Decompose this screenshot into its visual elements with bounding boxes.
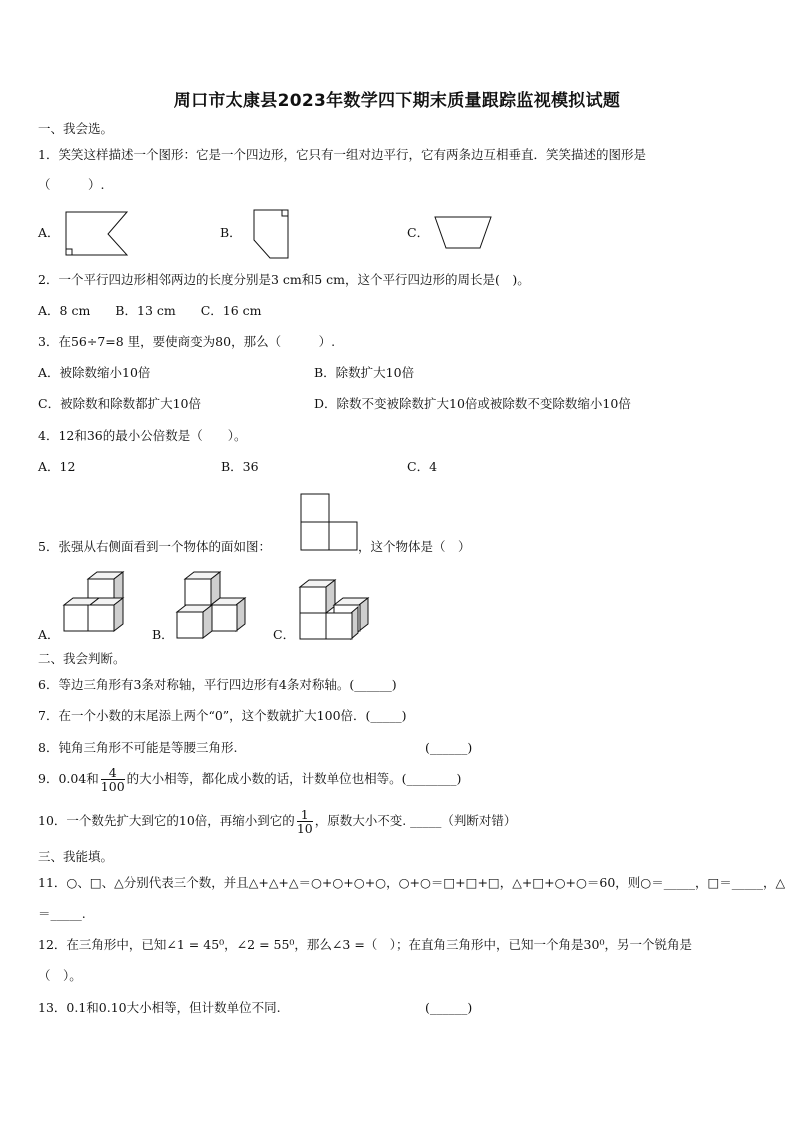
question-10-text-start: 10．一个数先扩大到它的10倍，再缩小到它的 [38,813,295,828]
section-heading-judge: 二、我会判断。 [38,651,126,666]
side-view-figure [300,493,362,551]
question-5-text: 5．张强从右侧面看到一个物体的面如图： [38,539,271,554]
question-3-option-b: B．除数扩大10倍 [314,365,415,380]
option-c-cube-stack-figure [298,578,370,642]
question-8-answer-blank: (______) [425,740,473,755]
question-3-option-c: C．被除数和除数都扩大10倍 [38,396,201,411]
question-10 [38,808,516,835]
question-13-answer-blank: (______) [425,1000,473,1015]
question-8-text: 8．钝角三角形不可能是等腰三角形. [38,740,238,755]
fraction-denominator: 10 [296,821,313,836]
option-a-pentagon-figure [64,210,134,258]
question-4-option-c: C．4 [407,459,438,474]
fraction-numerator: 1 [297,808,313,822]
option-a-cube-stack-figure [62,570,128,642]
question-1-blank: （ ）. [38,177,105,192]
question-11-text: 11．○、□、△分别代表三个数，并且△+△+△＝○+○+○+○，○+○＝□+□+□，△+□+○+○＝60，则○＝_____，□＝_____，△ [38,875,786,890]
option-b-trapezoid-figure [252,208,292,260]
fraction-1-over-10 [297,808,313,835]
fraction-denominator: 100 [100,779,125,794]
question-12-text: 12．在三角形中，已知∠1 = 45⁰，∠2 = 55⁰，那么∠3 =（ ）；在直角三角形中，已知一个角是30⁰，另一个锐角是 [38,937,692,952]
question-4-option-b: B．36 [221,459,259,474]
question-9-text-end: 的大小相等，都化成小数的话，计数单位也相等。(________) [126,771,462,786]
question-13-text: 13．0.1和0.10大小相等，但计数单位不同. [38,1000,281,1015]
question-7-text: 7．在一个小数的末尾添上两个“0”，这个数就扩大100倍．(_____) [38,708,407,723]
question-11-text-cont: ＝_____. [38,906,86,921]
page-title: 周口市太康县2023年数学四下期末质量跟踪监视模拟试题 [173,91,621,111]
question-2-options: A．8 cm B．13 cm C．16 cm [38,303,262,318]
question-1-option-a-label: A． [38,225,60,240]
question-12-text-cont: （ ）。 [38,968,82,983]
question-3-option-d: D．除数不变被除数扩大10倍或被除数不变除数缩小10倍 [314,396,631,411]
option-b-cube-stack-figure [175,570,247,642]
fraction-4-over-100 [101,766,125,793]
option-c-isosceles-trapezoid-figure [433,215,493,251]
question-1-option-c-label: C． [407,225,430,240]
question-9-text-start: 9．0.04和 [38,771,99,786]
section-heading-fill: 三、我能填。 [38,849,114,864]
question-5-option-a-label: A． [38,627,60,642]
question-4-option-a: A．12 [38,459,76,474]
question-5-option-b-label: B． [152,627,174,642]
section-heading-choose: 一、我会选。 [38,121,114,136]
question-2-text: 2．一个平行四边形相邻两边的长度分别是3 cm和5 cm，这个平行四边形的周长是( )。 [38,272,530,287]
question-1-option-b-label: B． [220,225,242,240]
question-6-text: 6．等边三角形有3条对称轴，平行四边形有4条对称轴。(______) [38,677,397,692]
fraction-numerator: 4 [101,766,125,780]
question-1-text: 1．笑笑这样描述一个图形：它是一个四边形，它只有一组对边平行，它有两条边互相垂直．笑笑描述的图形是 [38,147,646,162]
question-10-text-end: ，原数大小不变. _____（判断对错） [314,813,517,828]
question-9 [38,766,461,793]
question-4-text: 4．12和36的最小公倍数是（ ）。 [38,428,247,443]
question-5-text-end: ，这个物体是（ ） [358,539,471,554]
question-3-text: 3．在56÷7=8 里，要使商变为80，那么（ ）. [38,334,336,349]
question-3-option-a: A．被除数缩小10倍 [38,365,151,380]
question-5-option-c-label: C． [273,627,296,642]
